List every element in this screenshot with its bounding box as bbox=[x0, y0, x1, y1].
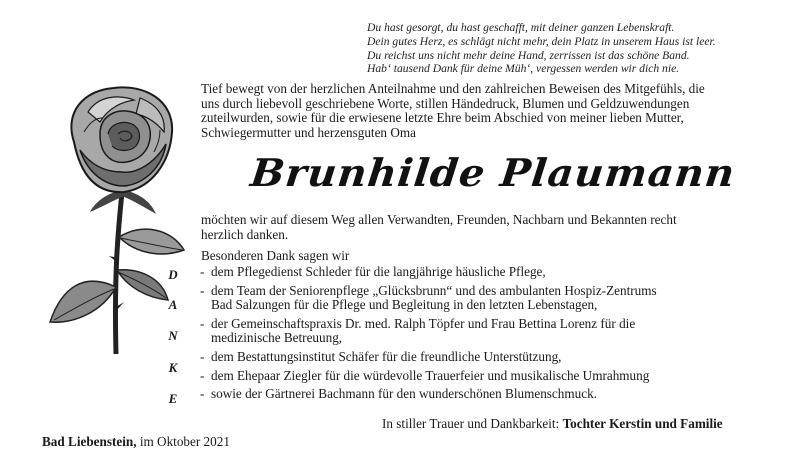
list-dash: - bbox=[200, 315, 205, 331]
signature-prefix: In stiller Trauer und Dankbarkeit: bbox=[382, 416, 560, 431]
list-item bbox=[195, 387, 760, 402]
signature-line bbox=[382, 416, 723, 432]
list-item-line: dem Pflegedienst Schleder für die langjährige häusliche Pflege, bbox=[211, 264, 546, 279]
list-item bbox=[195, 284, 760, 313]
list-dash: - bbox=[200, 348, 205, 364]
thanks-line: möchten wir auf diesem Weg allen Verwandten, Freunden, Nachbarn und Bekannten recht bbox=[201, 212, 677, 227]
list-item bbox=[195, 265, 760, 280]
intro-paragraph bbox=[201, 82, 757, 140]
signature-family: Tochter Kerstin und Familie bbox=[562, 416, 723, 431]
place-date bbox=[42, 434, 230, 450]
list-dash: - bbox=[200, 386, 205, 402]
list-item-line: dem Team der Seniorenpflege „Glücksbrunn“ und des ambulanten Hospiz-Zentrums bbox=[211, 282, 657, 298]
place: Bad Liebenstein, bbox=[42, 434, 137, 449]
danke-letter: K bbox=[168, 360, 178, 375]
special-thanks-intro: Besonderen Dank sagen wir bbox=[201, 248, 350, 263]
danke-letter: E bbox=[168, 391, 178, 406]
list-dash: - bbox=[200, 264, 205, 279]
list-item bbox=[195, 369, 760, 384]
intro-line: uns durch liebevoll geschriebene Worte, stillen Händedruck, Blumen und Geldzuwendungen bbox=[201, 95, 690, 111]
thanks-line: herzlich danken. bbox=[201, 226, 289, 242]
list-item-line: Bad Salzungen für die Pflege und Begleitung in den letzten Lebenstagen, bbox=[211, 297, 598, 313]
intro-line: Schwiegermutter und herzensguten Oma bbox=[201, 124, 416, 140]
list-item-line: dem Bestattungsinstitut Schäfer für die freundliche Unterstützung, bbox=[211, 348, 562, 364]
intro-line: Tief bewegt von der herzlichen Anteilnahme und den zahlreichen Beweisen des Mitgefühls, die bbox=[201, 81, 705, 96]
deceased-name: Brunhilde Plaumann bbox=[248, 150, 738, 195]
list-item-line: dem Ehepaar Ziegler für die würdevolle Trauerfeier und musikalische Umrahmung bbox=[211, 367, 650, 383]
list-item bbox=[195, 317, 760, 346]
list-item-line: der Gemeinschaftspraxis Dr. med. Ralph Töpfer und Frau Bettina Lorenz für die bbox=[211, 315, 636, 331]
list-dash: - bbox=[200, 282, 205, 298]
thanks-list bbox=[195, 265, 760, 406]
list-dash: - bbox=[200, 367, 205, 383]
danke-letter: A bbox=[168, 297, 178, 312]
danke-letter: N bbox=[168, 328, 178, 343]
poem-line: Dein gutes Herz, es schlägt nicht mehr, dein Platz in unserem Haus ist leer. bbox=[367, 34, 716, 48]
danke-letter: D bbox=[168, 267, 178, 282]
list-item-line: sowie der Gärtnerei Bachmann für den wunderschönen Blumenschmuck. bbox=[211, 386, 597, 402]
list-item bbox=[195, 350, 760, 365]
intro-line: zuteilwurden, sowie für die erwiesene letzte Ehre beim Abschied von meiner lieben Mutter, bbox=[201, 110, 684, 126]
poem-line: Hab‘ tausend Dank für deine Müh‘, vergessen werden wir dich nie. bbox=[367, 62, 680, 76]
poem-line: Du hast gesorgt, du hast geschafft, mit deiner ganzen Lebenskraft. bbox=[367, 21, 675, 34]
thanks-paragraph bbox=[201, 213, 757, 242]
list-item-line: medizinische Betreuung, bbox=[211, 330, 343, 346]
date: im Oktober 2021 bbox=[139, 434, 230, 449]
poem-line: Du reichst uns nicht mehr deine Hand, zerrissen ist das schöne Band. bbox=[367, 48, 690, 62]
poem bbox=[367, 21, 787, 76]
